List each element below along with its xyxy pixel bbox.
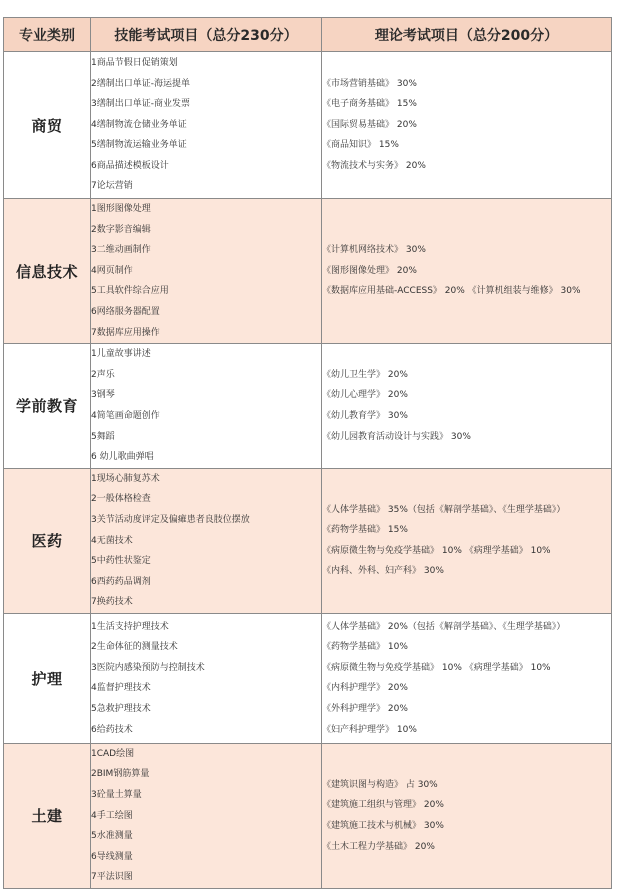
skill-item: 3医院内感染预防与控制技术 [91, 662, 205, 673]
header-skills: 技能考试项目（总分230分） [91, 18, 322, 52]
major-row [4, 199, 612, 344]
skill-item: 6给药技术 [91, 724, 133, 735]
skill-item: 7论坛营销 [91, 181, 133, 192]
theory-item: 《幼儿园教育活动设计与实践》 30% [322, 431, 471, 442]
theory-item: 《外科护理学》 20% [322, 703, 408, 714]
skill-item: 4简笔画命题创作 [91, 410, 160, 421]
major-row [4, 613, 612, 743]
skill-item: 1现场心肺复苏术 [91, 473, 160, 484]
skill-item: 6商品描述模板设计 [91, 160, 169, 171]
skill-item: 7平法识图 [91, 872, 133, 883]
theory-item: 《计算机网络技术》 30% [322, 245, 426, 256]
skill-item: 3关节活动度评定及偏瘫患者良肢位摆放 [91, 514, 250, 525]
category-cell: 商贸 [4, 52, 91, 199]
skill-item: 4缮制物流仓储业务单证 [91, 119, 187, 130]
skill-item: 3钢琴 [91, 390, 115, 401]
skill-item: 1儿童故事讲述 [91, 349, 151, 360]
skill-item: 4监督护理技术 [91, 683, 151, 694]
theory-item: 《商品知识》 15% [322, 140, 399, 151]
skill-item: 5工具软件综合应用 [91, 286, 169, 297]
theory-item: 《内科护理学》 20% [322, 683, 408, 694]
skill-item: 3砼量土算量 [91, 790, 142, 801]
theory-cell [322, 468, 612, 613]
theory-item: 《国际贸易基础》 20% [322, 119, 417, 130]
header-category: 专业类别 [4, 18, 91, 52]
theory-item: 《数据库应用基础-ACCESS》 20% 《计算机组装与维修》 30% [322, 286, 581, 297]
theory-item: 《药物学基础》 15% [322, 525, 408, 536]
category-cell: 护理 [4, 613, 91, 743]
major-row [4, 743, 612, 888]
theory-item: 《市场营销基础》 30% [322, 78, 417, 89]
skill-item: 7换药技术 [91, 597, 133, 608]
skill-item: 2声乐 [91, 369, 115, 380]
skills-cell [91, 743, 322, 888]
skills-cell [91, 344, 322, 469]
category-cell: 学前教育 [4, 344, 91, 469]
skill-item: 5急救护理技术 [91, 703, 151, 714]
theory-item: 《物流技术与实务》 20% [322, 160, 426, 171]
category-cell: 土建 [4, 743, 91, 888]
theory-cell [322, 52, 612, 199]
theory-item: 《电子商务基础》 15% [322, 99, 417, 110]
header-theory: 理论考试项目（总分200分） [322, 18, 612, 52]
skill-item: 5中药性状鉴定 [91, 556, 151, 567]
theory-item: 《建筑施工组织与管理》 20% [322, 800, 444, 811]
skill-item: 5水准测量 [91, 831, 133, 842]
skill-item: 3缮制出口单证-商业发票 [91, 99, 190, 110]
theory-item: 《图形图像处理》 20% [322, 265, 417, 276]
category-cell: 医药 [4, 468, 91, 613]
theory-cell [322, 199, 612, 344]
theory-item: 《病原微生物与免疫学基础》 10% 《病理学基础》 10% [322, 662, 551, 673]
skill-item: 1商品节假日促销策划 [91, 57, 178, 68]
major-row [4, 344, 612, 469]
skill-item: 5缮制物流运输业务单证 [91, 140, 187, 151]
skill-item: 4无菌技术 [91, 535, 133, 546]
skills-cell [91, 468, 322, 613]
skill-item: 1CAD绘图 [91, 748, 135, 759]
theory-item: 《幼儿心理学》 20% [322, 390, 408, 401]
theory-item: 《内科、外科、妇产科》 30% [322, 566, 444, 577]
theory-item: 《药物学基础》 10% [322, 642, 408, 653]
skill-item: 2缮制出口单证-海运提单 [91, 78, 190, 89]
skills-cell [91, 52, 322, 199]
theory-item: 《妇产科护理学》 10% [322, 724, 417, 735]
skills-cell [91, 613, 322, 743]
theory-item: 《建筑识图与构造》 占 30% [322, 779, 438, 790]
theory-cell [322, 613, 612, 743]
theory-cell [322, 344, 612, 469]
major-row [4, 52, 612, 199]
skill-item: 4手工绘图 [91, 810, 133, 821]
skill-item: 6网络服务器配置 [91, 306, 160, 317]
skill-item: 6西药药品调剂 [91, 576, 151, 587]
skill-item: 2生命体征的测量技术 [91, 642, 178, 653]
skill-item: 1生活支持护理技术 [91, 621, 169, 632]
theory-item: 《土木工程力学基础》 20% [322, 841, 435, 852]
skill-item: 6 幼儿歌曲弹唱 [91, 452, 154, 463]
skills-cell [91, 199, 322, 344]
header-row [4, 18, 612, 52]
skill-item: 2数字影音编辑 [91, 224, 151, 235]
theory-item: 《人体学基础》 35%（包括《解剖学基础》、《生理学基础》） [322, 504, 566, 515]
skill-item: 2BIM钢筋算量 [91, 769, 150, 780]
major-row [4, 468, 612, 613]
exam-table [3, 17, 612, 889]
theory-item: 《幼儿卫生学》 20% [322, 369, 408, 380]
skill-item: 4网页制作 [91, 265, 133, 276]
skill-item: 3二维动画制作 [91, 245, 151, 256]
skill-item: 7数据库应用操作 [91, 327, 160, 338]
theory-cell [322, 743, 612, 888]
category-cell: 信息技术 [4, 199, 91, 344]
theory-item: 《幼儿教育学》 30% [322, 410, 408, 421]
theory-item: 《建筑施工技术与机械》 30% [322, 820, 444, 831]
theory-item: 《病原微生物与免疫学基础》 10% 《病理学基础》 10% [322, 545, 551, 556]
skill-item: 6导线测量 [91, 851, 133, 862]
theory-item: 《人体学基础》 20%（包括《解剖学基础》、《生理学基础》） [322, 621, 566, 632]
skill-item: 5舞蹈 [91, 431, 115, 442]
skill-item: 1图形图像处理 [91, 204, 151, 214]
skill-item: 2一般体格检查 [91, 494, 151, 505]
